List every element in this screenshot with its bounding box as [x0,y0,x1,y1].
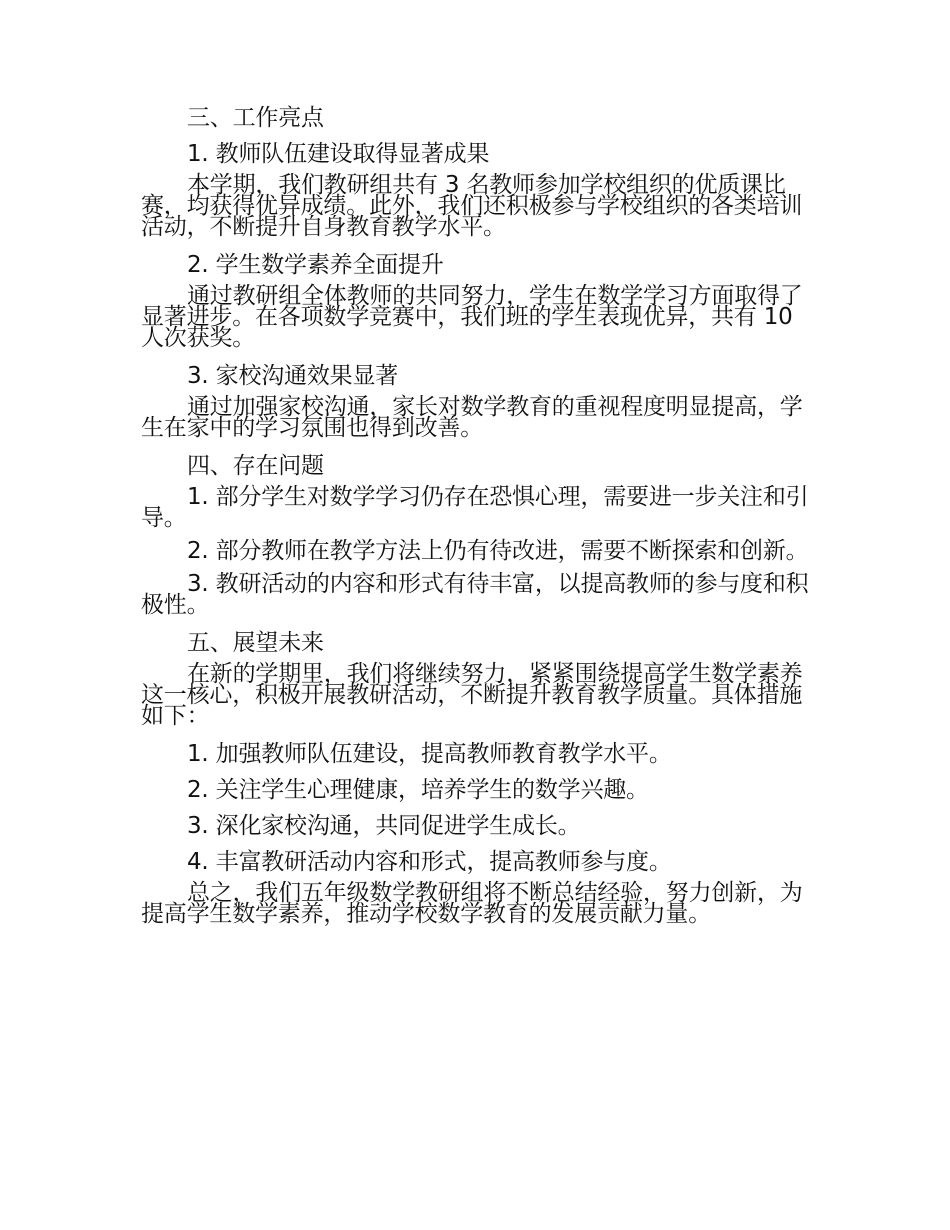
subheading-teacher-team: 1. 教师队伍建设取得显著成果 [187,141,490,167]
measure-item-1: 1. 加强教师队伍建设，提高教师教育教学水平。 [187,741,672,767]
measure-item-3: 3. 深化家校沟通，共同促进学生成长。 [187,813,581,839]
measure-item-2: 2. 关注学生心理健康，培养学生的数学兴趣。 [187,777,649,803]
problem-item-2: 2. 部分教师在教学方法上仍有待改进，需要不断探索和创新。 [187,538,809,564]
paragraph-home-school: 通过加强家校沟通，家长对数学教育的重视程度明显提高，学生在家中的学习氛围也得到改善。 [141,394,803,441]
section-heading-problems: 四、存在问题 [187,453,324,479]
section-heading-outlook: 五、展望未来 [187,630,324,656]
paragraph-conclusion: 总之，我们五年级数学教研组将不断总结经验，努力创新，为提高学生数学素养，推动学校数学教育的发展贡献力量。 [141,880,803,927]
subheading-home-school: 3. 家校沟通效果显著 [187,363,399,389]
document-body [141,103,811,937]
paragraph-student-literacy: 通过教研组全体教师的共同努力，学生在数学学习方面取得了显著进步。在各项数学竞赛中，我们班的学生表现优异，共有 10 人次获奖。 [141,283,803,351]
problem-item-3: 3. 教研活动的内容和形式有待丰富，以提高教师的参与度和积极性。 [141,571,809,618]
paragraph-outlook: 在新的学期里，我们将继续努力，紧紧围绕提高学生数学素养这一核心，积极开展教研活动，不断提升教育教学质量。具体措施如下： [141,661,803,729]
section-heading-highlights: 三、工作亮点 [187,105,324,131]
subheading-student-literacy: 2. 学生数学素养全面提升 [187,252,444,278]
problem-item-1: 1. 部分学生对数学学习仍存在恐惧心理，需要进一步关注和引导。 [141,484,809,531]
measure-item-4: 4. 丰富教研活动内容和形式，提高教师参与度。 [187,849,672,875]
paragraph-teacher-team: 本学期，我们教研组共有 3 名教师参加学校组织的优质课比赛，均获得优异成绩。此外，我们还积极参与学校组织的各类培训活动，不断提升自身教育教学水平。 [141,172,803,240]
